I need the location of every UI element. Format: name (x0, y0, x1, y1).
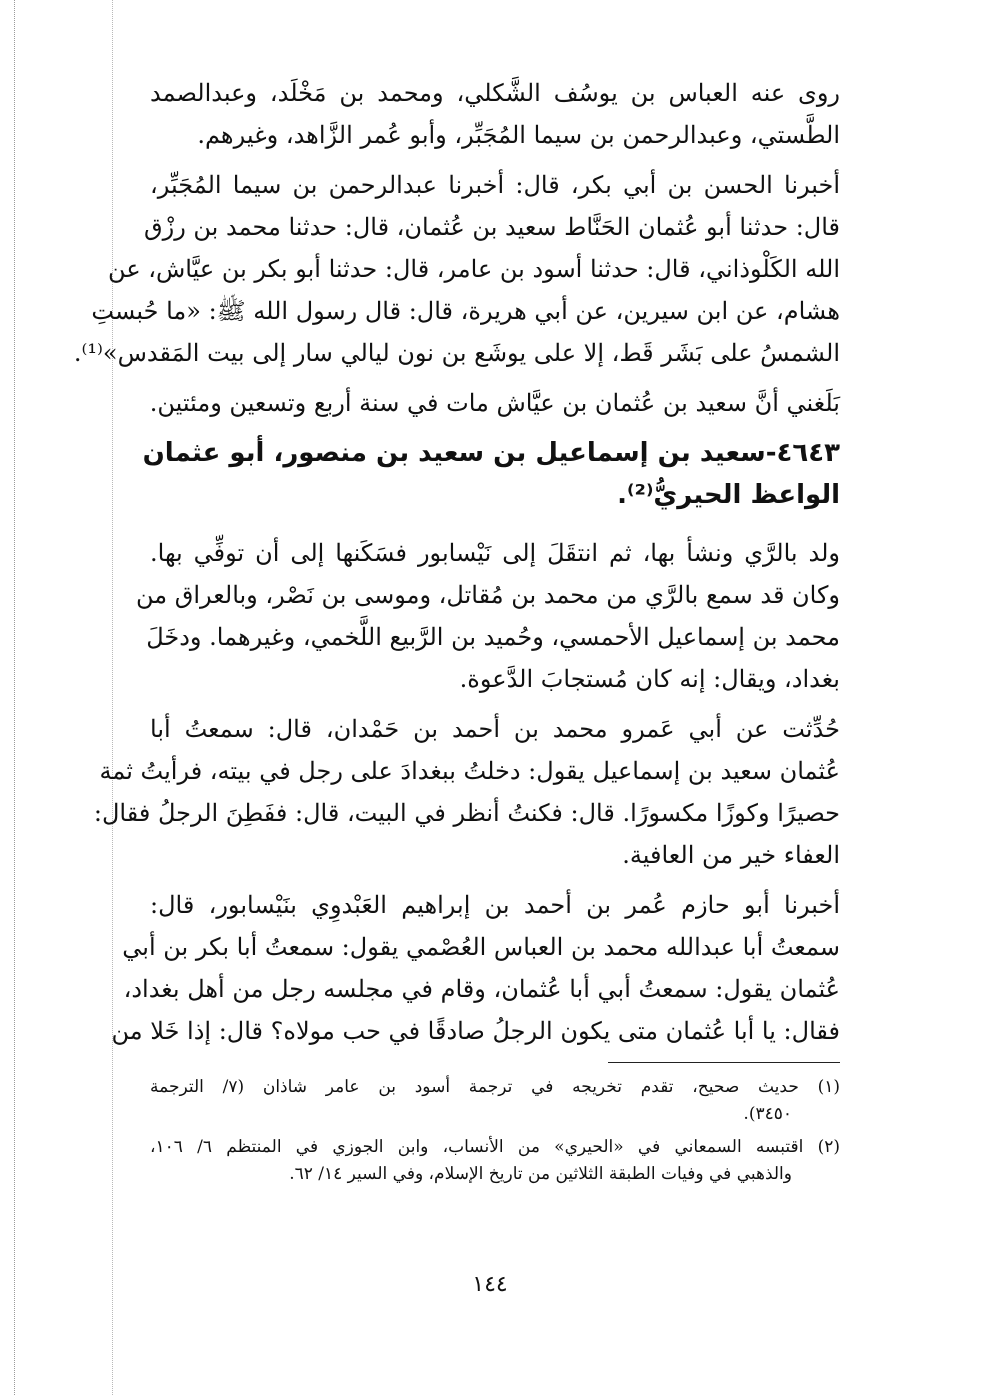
text-line: الله الكَلْوذاني، قال: حدثنا أسود بن عامر، قال: حدثنا أبو بكر بن عيَّاش، عن (108, 255, 840, 283)
footnote (150, 1074, 840, 1128)
footnote (150, 1134, 840, 1188)
text-line: روى عنه العباس بن يوسُف الشَّكلي، ومحمد بن مَخْلَد، وعبدالصمد (150, 79, 840, 107)
text-line: سمعتُ أبا عبدالله محمد بن العباس العُصْمي يقول: سمعتُ أبا بكر بن أبي (122, 933, 840, 961)
text-line: أخبرنا الحسن بن أبي بكر، قال: أخبرنا عبدالرحمن بن سيما المُجَبِّر، (150, 171, 840, 199)
main-text (73, 72, 840, 1052)
paragraph (93, 708, 840, 876)
scan-left-edge (0, 0, 15, 1395)
text-line: فقال: يا أبا عُثمان متى يكون الرجلُ صادقًا في حب مولاه؟ قال: إذا خَلا من (111, 1017, 840, 1045)
scan-margin-line (112, 0, 113, 1395)
page-number: ١٤٤ (472, 1272, 508, 1297)
footnote-line: ٣٤٥٠). (743, 1104, 792, 1124)
text-line: الطَّستي، وعبدالرحمن بن سيما المُجَبِّر، وأبو عُمر الزَّاهد، وغيرهم. (197, 121, 840, 149)
footnote-divider (608, 1062, 840, 1063)
heading-line: ٤٦٤٣-سعيد بن إسماعيل بن سعيد بن منصور، أبو عثمان (142, 438, 840, 468)
text-line: أخبرنا أبو حازم عُمر بن أحمد بن إبراهيم العَبْدوِي بنَيْسابور، قال: (150, 891, 840, 919)
text-line: هشام، عن ابن سيرين، عن أبي هريرة، قال: قال رسول الله ﷺ: «ما حُبستِ (91, 297, 840, 325)
text-line: بَلَغني أنَّ سعيد بن عُثمان بن عيَّاش مات في سنة أربع وتسعين ومئتين. (149, 389, 840, 417)
footnote-line: والذهبي في وفيات الطبقة الثلاثين من تاريخ الإسلام، وفي السير ١٤/ ٦٢. (289, 1164, 792, 1184)
text-line: الشمسُ على بَشَر قَط، إلا على يوشَع بن نون ليالي سار إلى بيت المَقدس»⁽¹⁾. (73, 339, 840, 367)
text-line: قال: حدثنا أبو عُثمان الحَنَّاط سعيد بن عُثمان، قال: حدثنا محمد بن رزْق (143, 213, 840, 241)
paragraph (150, 382, 840, 424)
text-line: محمد بن إسماعيل الأحمسي، وحُميد بن الرَّبيع اللَّخمي، وغيرهما. ودخَلَ (146, 623, 840, 651)
paragraph (73, 164, 840, 374)
paragraph (111, 884, 840, 1052)
text-line: حُدِّثت عن أبي عَمرو محمد بن أحمد بن حَمْدان، قال: سمعتُ أبا (150, 715, 840, 743)
text-line: ولد بالرَّي ونشأ بها، ثم انتقَلَ إلى نَيْسابور فسَكَنها إلى أن توفِّي بها. (150, 539, 840, 567)
entry-heading (142, 432, 840, 516)
text-line: حصيرًا وكوزًا مكسورًا. قال: فكنتُ أنظر في البيت، قال: ففَطِنَ الرجلُ فقال: (93, 799, 840, 827)
footnote-line: (١) حديث صحيح، تقدم تخريجه في ترجمة أسود بن عامر شاذان (٧/ الترجمة (150, 1077, 840, 1097)
heading-line: الواعظ الحيريُّ⁽²⁾. (617, 480, 840, 510)
paragraph (136, 532, 840, 700)
footnotes (150, 1074, 840, 1188)
footnote-line: (٢) اقتبسه السمعاني في «الحيري» من الأنساب، وابن الجوزي في المنتظم ٦/ ١٠٦، (150, 1137, 840, 1157)
text-line: العفاء خير من العافية. (622, 841, 840, 869)
text-line: عُثمان سعيد بن إسماعيل يقول: دخلتُ ببغدادَ على رجل في بيته، فرأيتُ ثمة (99, 757, 840, 785)
text-line: وكان قد سمع بالرَّي من محمد بن مُقاتل، وموسى بن نَصْر، وبالعراق من (136, 581, 840, 609)
paragraph (150, 72, 840, 156)
text-line: عُثمان يقول: سمعتُ أبي أبا عُثمان، وقام في مجلسه رجل من أهل بغداد، (123, 975, 840, 1003)
text-line: بغداد، ويقال: إنه كان مُستجابَ الدَّعوة. (459, 665, 840, 693)
